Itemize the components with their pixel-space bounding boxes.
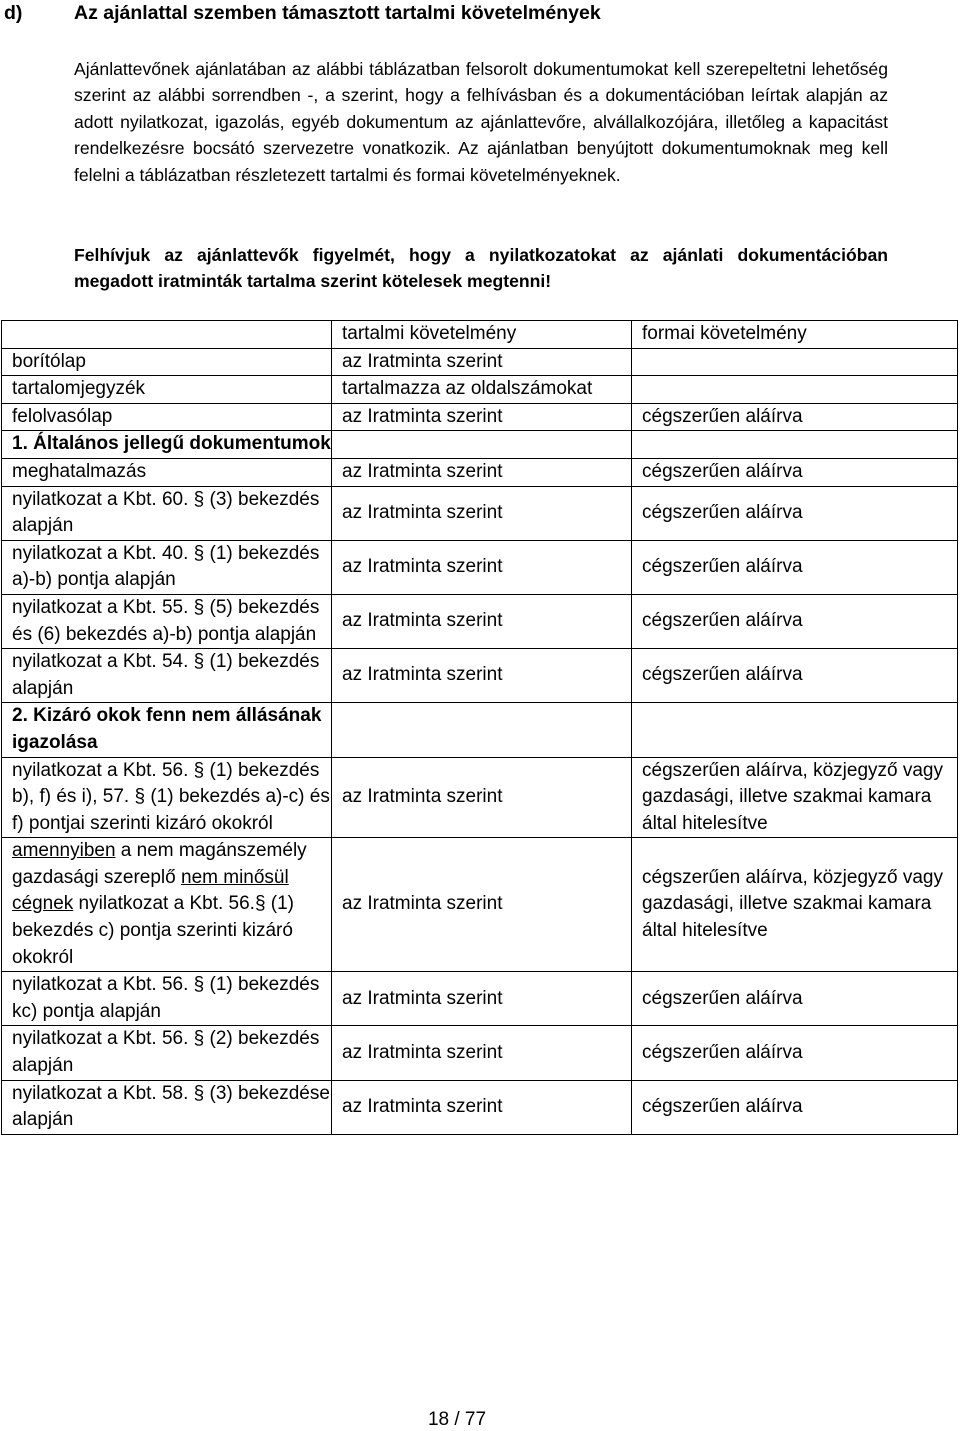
form-requirement-cell: cégszerűen aláírva, közjegyző vagy gazdasági, illetve szakmai kamara által hitelesítve xyxy=(632,838,958,972)
section-title: Az ajánlattal szemben támasztott tartalmi követelmények xyxy=(74,2,601,24)
content-requirement-cell: az Iratminta szerint xyxy=(332,348,632,376)
header-cell-form: formai követelmény xyxy=(632,321,958,349)
form-requirement-cell: cégszerűen aláírva, közjegyző vagy gazdasági, illetve szakmai kamara által hitelesítve xyxy=(632,757,958,838)
content-requirement-cell: az Iratminta szerint xyxy=(332,594,632,648)
content-requirement-cell: az Iratminta szerint xyxy=(332,486,632,540)
table-header-row xyxy=(2,321,958,349)
table-row xyxy=(2,757,958,838)
document-cell: nyilatkozat a Kbt. 40. § (1) bekezdés a)-b) pontja alapján xyxy=(2,540,332,594)
document-cell: meghatalmazás xyxy=(2,458,332,486)
content-requirement-cell: tartalmazza az oldalszámokat xyxy=(332,376,632,404)
document-cell: tartalomjegyzék xyxy=(2,376,332,404)
intro-paragraph: Ajánlattevőnek ajánlatában az alábbi táblázatban felsorolt dokumentumokat kell szerepeltetni lehetőség szerint az alábbi sorrendben -, a szerint, hogy a felhívásban és a dokumentációban leírtak alapján az adott nyilatkozat, igazolás, egyéb dokumentum az ajánlattevőre, alvállalkozójára, illetőleg a kapacitást rendelkezésre bocsátó szervezetre vonatkozik. Az ajánlatban benyújtott dokumentumoknak meg kell felelni a táblázatban részletezett tartalmi és formai követelményeknek. xyxy=(74,59,888,185)
table-row xyxy=(2,348,958,376)
content-requirement-cell: az Iratminta szerint xyxy=(332,1080,632,1134)
document-cell: nyilatkozat a Kbt. 56. § (2) bekezdés alapján xyxy=(2,1026,332,1080)
underlined-term: cégnek xyxy=(12,893,74,915)
section-letter: d) xyxy=(4,2,23,24)
form-requirement-cell xyxy=(632,431,958,459)
header-cell xyxy=(2,321,332,349)
content-requirement-cell: az Iratminta szerint xyxy=(332,649,632,703)
content-requirement-cell: az Iratminta szerint xyxy=(332,458,632,486)
content-requirement-cell: az Iratminta szerint xyxy=(332,972,632,1026)
table-row xyxy=(2,1080,958,1134)
form-requirement-cell: cégszerűen aláírva xyxy=(632,540,958,594)
document-cell: felolvasólap xyxy=(2,403,332,431)
form-requirement-cell: cégszerűen aláírva xyxy=(632,458,958,486)
document-cell: nyilatkozat a Kbt. 56. § (1) bekezdés kc) pontja alapján xyxy=(2,972,332,1026)
form-requirement-cell: cégszerűen aláírva xyxy=(632,403,958,431)
content-requirement-cell xyxy=(332,431,632,459)
section-label-cell: 2. Kizáró okok fenn nem állásának igazolása xyxy=(2,703,332,757)
form-requirement-cell xyxy=(632,348,958,376)
form-requirement-cell: cégszerűen aláírva xyxy=(632,1026,958,1080)
document-cell: nyilatkozat a Kbt. 55. § (5) bekezdés és (6) bekezdés a)-b) pontja alapján xyxy=(2,594,332,648)
table-row xyxy=(2,1026,958,1080)
form-requirement-cell xyxy=(632,703,958,757)
form-requirement-cell: cégszerűen aláírva xyxy=(632,972,958,1026)
table-row xyxy=(2,594,958,648)
header-cell-content: tartalmi követelmény xyxy=(332,321,632,349)
table-row xyxy=(2,540,958,594)
table-row xyxy=(2,486,958,540)
content-requirement-cell: az Iratminta szerint xyxy=(332,757,632,838)
content-requirement-cell: az Iratminta szerint xyxy=(332,1026,632,1080)
document-cell-underlined: amennyiben a nem magánszemély gazdasági szereplő nem minősül cégnek nyilatkozat a Kbt. 56.§ (1) bekezdés c) pontja szerinti kizáró okokról xyxy=(2,838,332,972)
table-row xyxy=(2,458,958,486)
form-requirement-cell: cégszerűen aláírva xyxy=(632,649,958,703)
document-cell: nyilatkozat a Kbt. 54. § (1) bekezdés alapján xyxy=(2,649,332,703)
form-requirement-cell: cégszerűen aláírva xyxy=(632,486,958,540)
content-requirement-cell: az Iratminta szerint xyxy=(332,540,632,594)
form-requirement-cell xyxy=(632,376,958,404)
document-cell: nyilatkozat a Kbt. 58. § (3) bekezdése alapján xyxy=(2,1080,332,1134)
document-cell: nyilatkozat a Kbt. 60. § (3) bekezdés alapján xyxy=(2,486,332,540)
document-cell: borítólap xyxy=(2,348,332,376)
content-requirement-cell: az Iratminta szerint xyxy=(332,838,632,972)
document-cell: nyilatkozat a Kbt. 56. § (1) bekezdés b), f) és i), 57. § (1) bekezdés a)-c) és f) pontjai szerinti kizáró okokról xyxy=(2,757,332,838)
requirements-table xyxy=(1,320,958,1135)
content-requirement-cell xyxy=(332,703,632,757)
table-row xyxy=(2,403,958,431)
table-row xyxy=(2,649,958,703)
table-row xyxy=(2,376,958,404)
page-number: 18 / 77 xyxy=(427,1409,487,1430)
form-requirement-cell: cégszerűen aláírva xyxy=(632,1080,958,1134)
table-row xyxy=(2,972,958,1026)
content-requirement-cell: az Iratminta szerint xyxy=(332,403,632,431)
notice-paragraph: Felhívjuk az ajánlattevők figyelmét, hogy a nyilatkozatokat az ajánlati dokumentációban megadott iratminták tartalma szerint kötelesek megtenni! xyxy=(74,245,888,292)
form-requirement-cell: cégszerűen aláírva xyxy=(632,594,958,648)
table-row xyxy=(2,838,958,972)
section-row xyxy=(2,431,958,459)
section-label-cell: 1. Általános jellegű dokumentumok xyxy=(2,431,332,459)
section-row xyxy=(2,703,958,757)
underlined-term: nem minősül xyxy=(181,866,289,888)
underlined-term: amennyiben xyxy=(12,840,116,862)
